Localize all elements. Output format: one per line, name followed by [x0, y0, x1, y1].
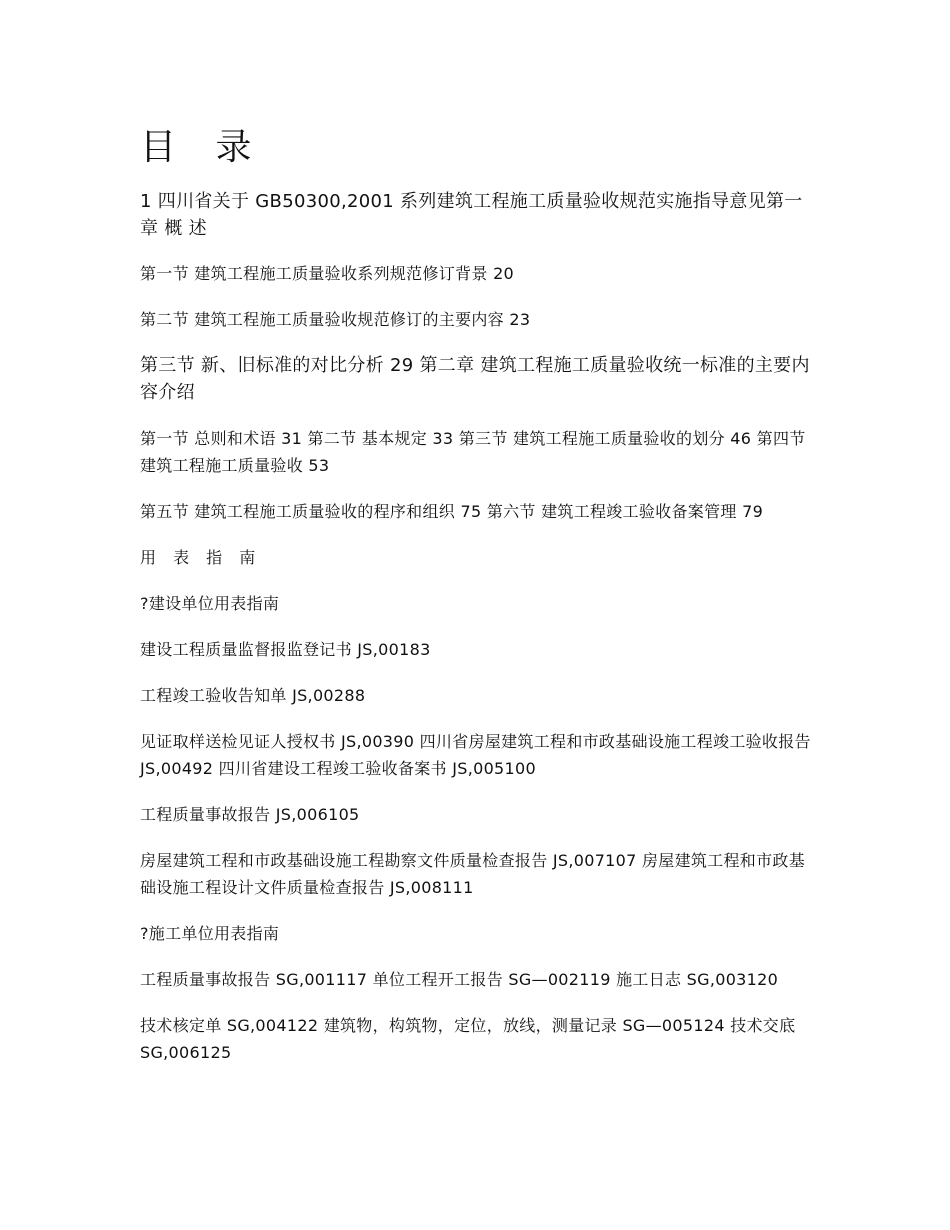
- toc-entry: 第一节 建筑工程施工质量验收系列规范修订背景 20: [140, 264, 515, 283]
- toc-entry: 房屋建筑工程和市政基础设施工程勘察文件质量检查报告 JS,007107 房屋建筑工程和市政基础设施工程设计文件质量检查报告 JS,008111: [140, 851, 806, 897]
- toc-list: [140, 188, 812, 1085]
- toc-entry: 1 四川省关于 GB50300,2001 系列建筑工程施工质量验收规范实施指导意见第一章 概 述: [140, 191, 803, 239]
- toc-section-heading: 用 表 指 南: [140, 548, 262, 567]
- toc-entry: 第五节 建筑工程施工质量验收的程序和组织 75 第六节 建筑工程竣工验收备案管理 79: [140, 502, 764, 521]
- toc-entry: 技术核定单 SG,004122 建筑物，构筑物，定位，放线，测量记录 SG—005124 技术交底 SG,006125: [140, 1016, 796, 1062]
- toc-entry: 第一节 总则和术语 31 第二节 基本规定 33 第三节 建筑工程施工质量验收的划分 46 第四节 建筑工程施工质量验收 53: [140, 429, 806, 475]
- toc-entry: 工程质量事故报告 SG,001117 单位工程开工报告 SG—002119 施工日志 SG,003120: [140, 970, 779, 989]
- toc-entry: 第三节 新、旧标准的对比分析 29 第二章 建筑工程施工质量验收统一标准的主要内容介绍: [140, 355, 810, 403]
- toc-subsection-heading: ?建设单位用表指南: [140, 594, 280, 613]
- toc-entry: 建设工程质量监督报监登记书 JS,00183: [140, 640, 431, 659]
- toc-subsection-heading: ?施工单位用表指南: [140, 924, 280, 943]
- toc-entry: 见证取样送检见证人授权书 JS,00390 四川省房屋建筑工程和市政基础设施工程竣工验收报告 JS,00492 四川省建设工程竣工验收备案书 JS,005100: [140, 732, 811, 778]
- page-title: 目 录: [140, 127, 266, 168]
- toc-entry: 工程质量事故报告 JS,006105: [140, 805, 360, 824]
- toc-entry: 第二节 建筑工程施工质量验收规范修订的主要内容 23: [140, 310, 531, 329]
- toc-entry: 工程竣工验收告知单 JS,00288: [140, 686, 366, 705]
